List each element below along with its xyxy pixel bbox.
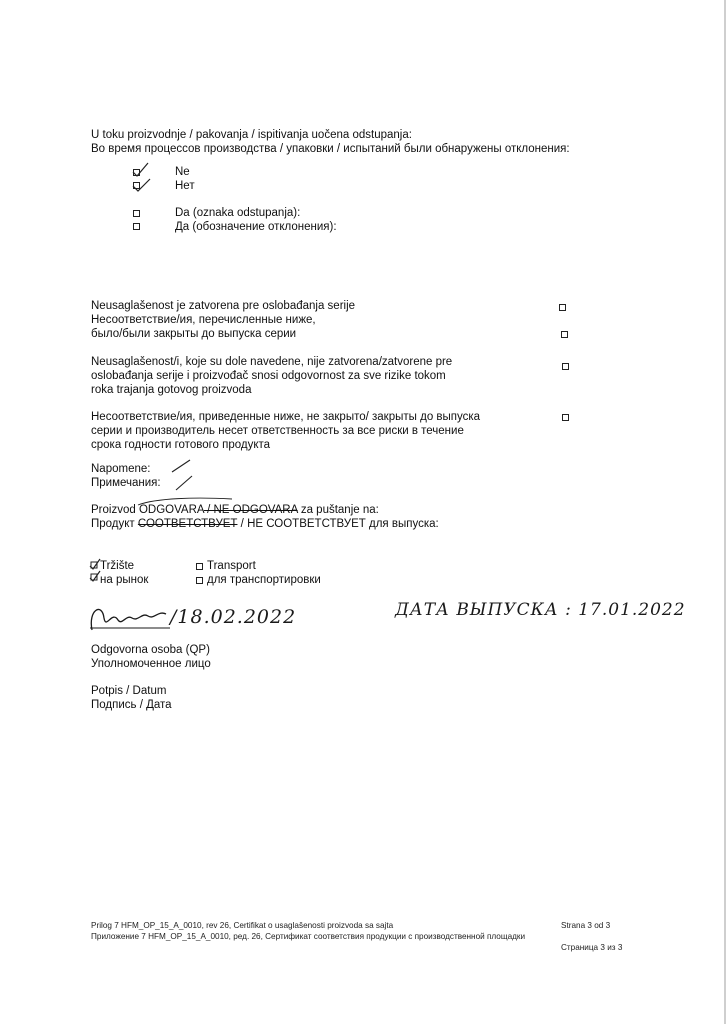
closed-line-3: было/были закрыты до выпуска серии (91, 328, 297, 340)
market-ru: на рынок (100, 574, 149, 586)
product-prefix-sr: Proizvod (91, 504, 139, 516)
option-no-sr: Ne (175, 166, 190, 178)
not-closed-ru-line-3: срока годности готового продукта (91, 439, 271, 451)
remarks-sr: Napomene: (91, 463, 151, 475)
checkbox-closed-ru[interactable] (561, 331, 568, 338)
checkbox-yes-sr[interactable] (133, 210, 140, 217)
option-yes-ru: Да (обозначение отклонения): (175, 221, 337, 233)
option-yes-sr: Da (oznaka odstupanja): (175, 207, 301, 219)
product-sep-ru: / (237, 518, 248, 530)
qp-sr: Odgovorna osoba (QP) (91, 644, 210, 656)
hand-underline-icon (136, 496, 236, 508)
checkbox-transport-ru[interactable] (196, 577, 203, 584)
market-sr: Tržište (100, 560, 135, 572)
footer-line-ru: Приложение 7 HFM_OP_15_A_0010, ред. 26, Сертификат соответствия продукции с производственной площадки (91, 932, 526, 941)
product-sep-sr: / (203, 504, 214, 516)
product-conforms-ru: СООТВЕТСТВУЕТ (137, 518, 238, 530)
checkbox-not-closed-ru[interactable] (562, 414, 569, 421)
page-number-sr: Strana 3 od 3 (561, 921, 611, 930)
product-not-conforms-sr: NE ODGOVARA (213, 504, 298, 516)
signature-date: /18.02.2022 (170, 606, 297, 628)
intro-line-ru: Во время процессов производства / упаковки / испытаний были обнаружены отклонения: (91, 143, 570, 155)
release-date-note: ДАТА ВЫПУСКА : 17.01.2022 (395, 600, 686, 620)
product-conformity-ru (91, 517, 439, 531)
not-closed-sr-line-3: roka trajanja gotovog proizvoda (91, 384, 252, 396)
sign-date-ru: Подпись / Дата (91, 699, 172, 711)
signature (86, 600, 176, 636)
checkbox-not-closed-sr[interactable] (562, 363, 569, 370)
page-number-ru: Страница 3 из 3 (561, 943, 623, 952)
product-suffix-ru: для выпуска: (365, 518, 439, 530)
checkbox-closed-sr[interactable] (559, 304, 566, 311)
footer-line-sr: Prilog 7 HFM_OP_15_A_0010, rev 26, Certifikat o usaglašenosti proizvoda sa sajta (91, 921, 394, 930)
not-closed-sr-line-2: oslobađanja serije i proizvođač snosi odgovornost za sve rizike tokom (91, 370, 446, 382)
closed-line-1: Neusaglašenost je zatvorena pre oslobađanja serije (91, 300, 356, 312)
product-not-conforms-ru: НЕ СООТВЕТСТВУЕТ (247, 518, 366, 530)
remarks-ru: Примечания: (91, 477, 161, 489)
not-closed-ru-line-1: Несоответствие/ия, приведенные ниже, не закрыто/ закрыты до выпуска (91, 411, 481, 423)
checkmark-icon (130, 160, 156, 194)
slash-mark-icon (168, 458, 198, 494)
product-suffix-sr: za puštanje na: (297, 504, 379, 516)
intro-line-sr: U toku proizvodnje / pakovanja / ispitivanja uočena odstupanja: (91, 129, 412, 141)
checkbox-yes-ru[interactable] (133, 223, 140, 230)
option-no-ru: Нет (175, 180, 195, 192)
closed-line-2: Несоответствие/ия, перечисленные ниже, (91, 314, 316, 326)
sign-date-sr: Potpis / Datum (91, 685, 167, 697)
transport-ru: для транспортировки (207, 574, 321, 586)
product-prefix-ru: Продукт (91, 518, 138, 530)
product-conforms-sr: ODGOVARA (138, 504, 204, 516)
qp-ru: Уполномоченное лицо (91, 658, 211, 670)
transport-sr: Transport (207, 560, 256, 572)
checkbox-transport-sr[interactable] (196, 563, 203, 570)
not-closed-sr-line-1: Neusaglašenost/i, koje su dole navedene, nije zatvorena/zatvorene pre (91, 356, 453, 368)
not-closed-ru-line-2: серии и производитель несет ответственность за все риски в течение (91, 425, 464, 437)
